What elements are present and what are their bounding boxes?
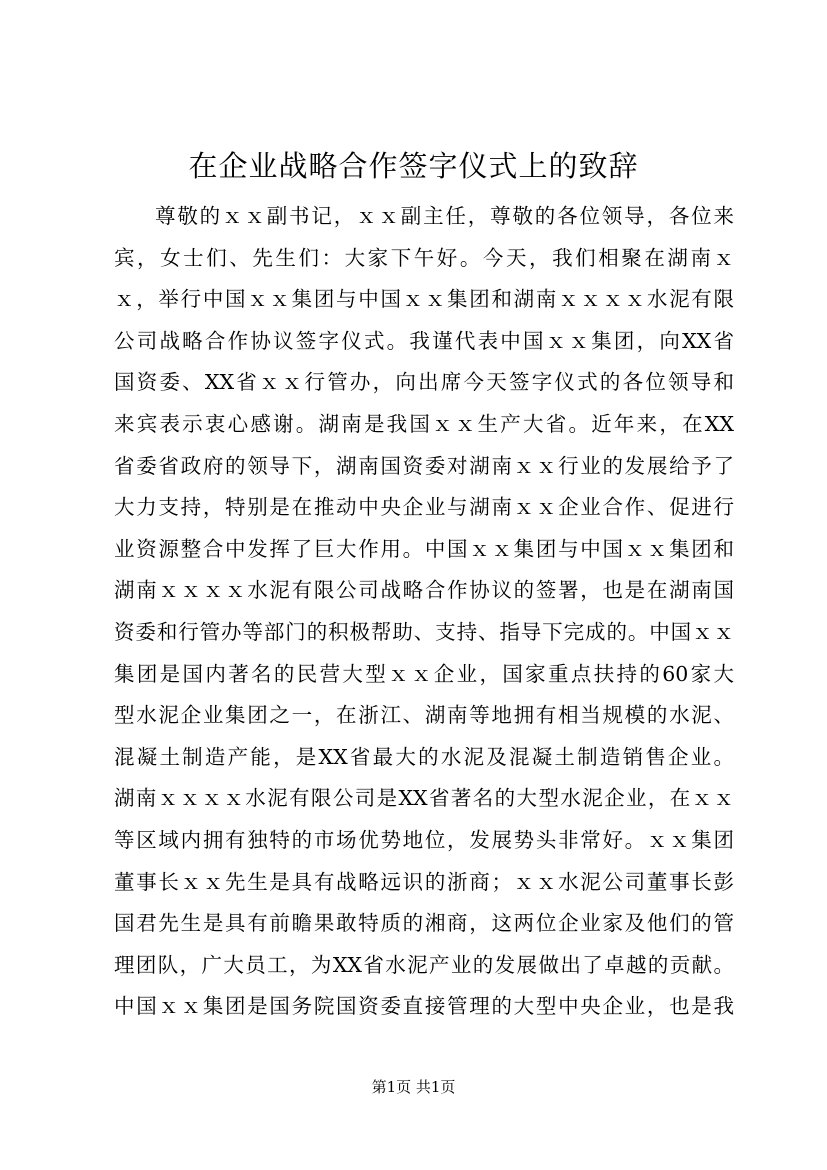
text-line: 资委和行管办等部门的积极帮助、支持、指导下完成的。中国ｘｘ xyxy=(114,619,734,644)
text-line: 来宾表示衷心感谢。湖南是我国ｘｘ生产大省。近年来，在XX xyxy=(114,411,734,436)
text-line: 业资源整合中发挥了巨大作用。中国ｘｘ集团与中国ｘｘ集团和 xyxy=(114,536,734,561)
text-line: 湖南ｘｘｘｘ水泥有限公司战略合作协议的签署，也是在湖南国 xyxy=(114,578,734,603)
page-title: 在企业战略合作签字仪式上的致辞 xyxy=(188,149,639,183)
text-line: 大力支持，特别是在推动中央企业与湖南ｘｘ企业合作、促进行 xyxy=(114,495,734,520)
text-line: 中国ｘｘ集团是国务院国资委直接管理的大型中央企业，也是我 xyxy=(114,994,734,1019)
text-line: 公司战略合作协议签字仪式。我谨代表中国ｘｘ集团，向XX省 xyxy=(114,328,734,353)
text-line: 尊敬的ｘｘ副书记，ｘｘ副主任，尊敬的各位领导，各位来 xyxy=(155,204,734,228)
text-line: 宾，女士们、先生们：大家下午好。今天，我们相聚在湖南ｘ xyxy=(114,245,734,270)
page-footer: 第1页 共1页 xyxy=(371,1078,456,1096)
text-line: 董事长ｘｘ先生是具有战略远识的浙商；ｘｘ水泥公司董事长彭 xyxy=(114,869,734,894)
text-line: 湖南ｘｘｘｘ水泥有限公司是XX省著名的大型水泥企业，在ｘｘ xyxy=(114,786,734,811)
text-line: 理团队，广大员工，为XX省水泥产业的发展做出了卓越的贡献。 xyxy=(114,952,734,977)
text-line: ｘ，举行中国ｘｘ集团与中国ｘｘ集团和湖南ｘｘｘｘ水泥有限 xyxy=(114,287,734,312)
text-line: 集团是国内著名的民营大型ｘｘ企业，国家重点扶持的60家大 xyxy=(114,661,734,686)
body-text xyxy=(114,196,734,1028)
text-line: 国资委、XX省ｘｘ行管办，向出席今天签字仪式的各位领导和 xyxy=(114,370,734,395)
text-line: 国君先生是具有前瞻果敢特质的湘商，这两位企业家及他们的管 xyxy=(114,911,734,936)
text-line: 型水泥企业集团之一，在浙江、湖南等地拥有相当规模的水泥、 xyxy=(114,703,734,728)
text-line: 省委省政府的领导下，湖南国资委对湖南ｘｘ行业的发展给予了 xyxy=(114,453,734,478)
text-line: 混凝土制造产能，是XX省最大的水泥及混凝土制造销售企业。 xyxy=(114,744,734,769)
text-line: 等区域内拥有独特的市场优势地位，发展势头非常好。ｘｘ集团 xyxy=(114,827,734,852)
